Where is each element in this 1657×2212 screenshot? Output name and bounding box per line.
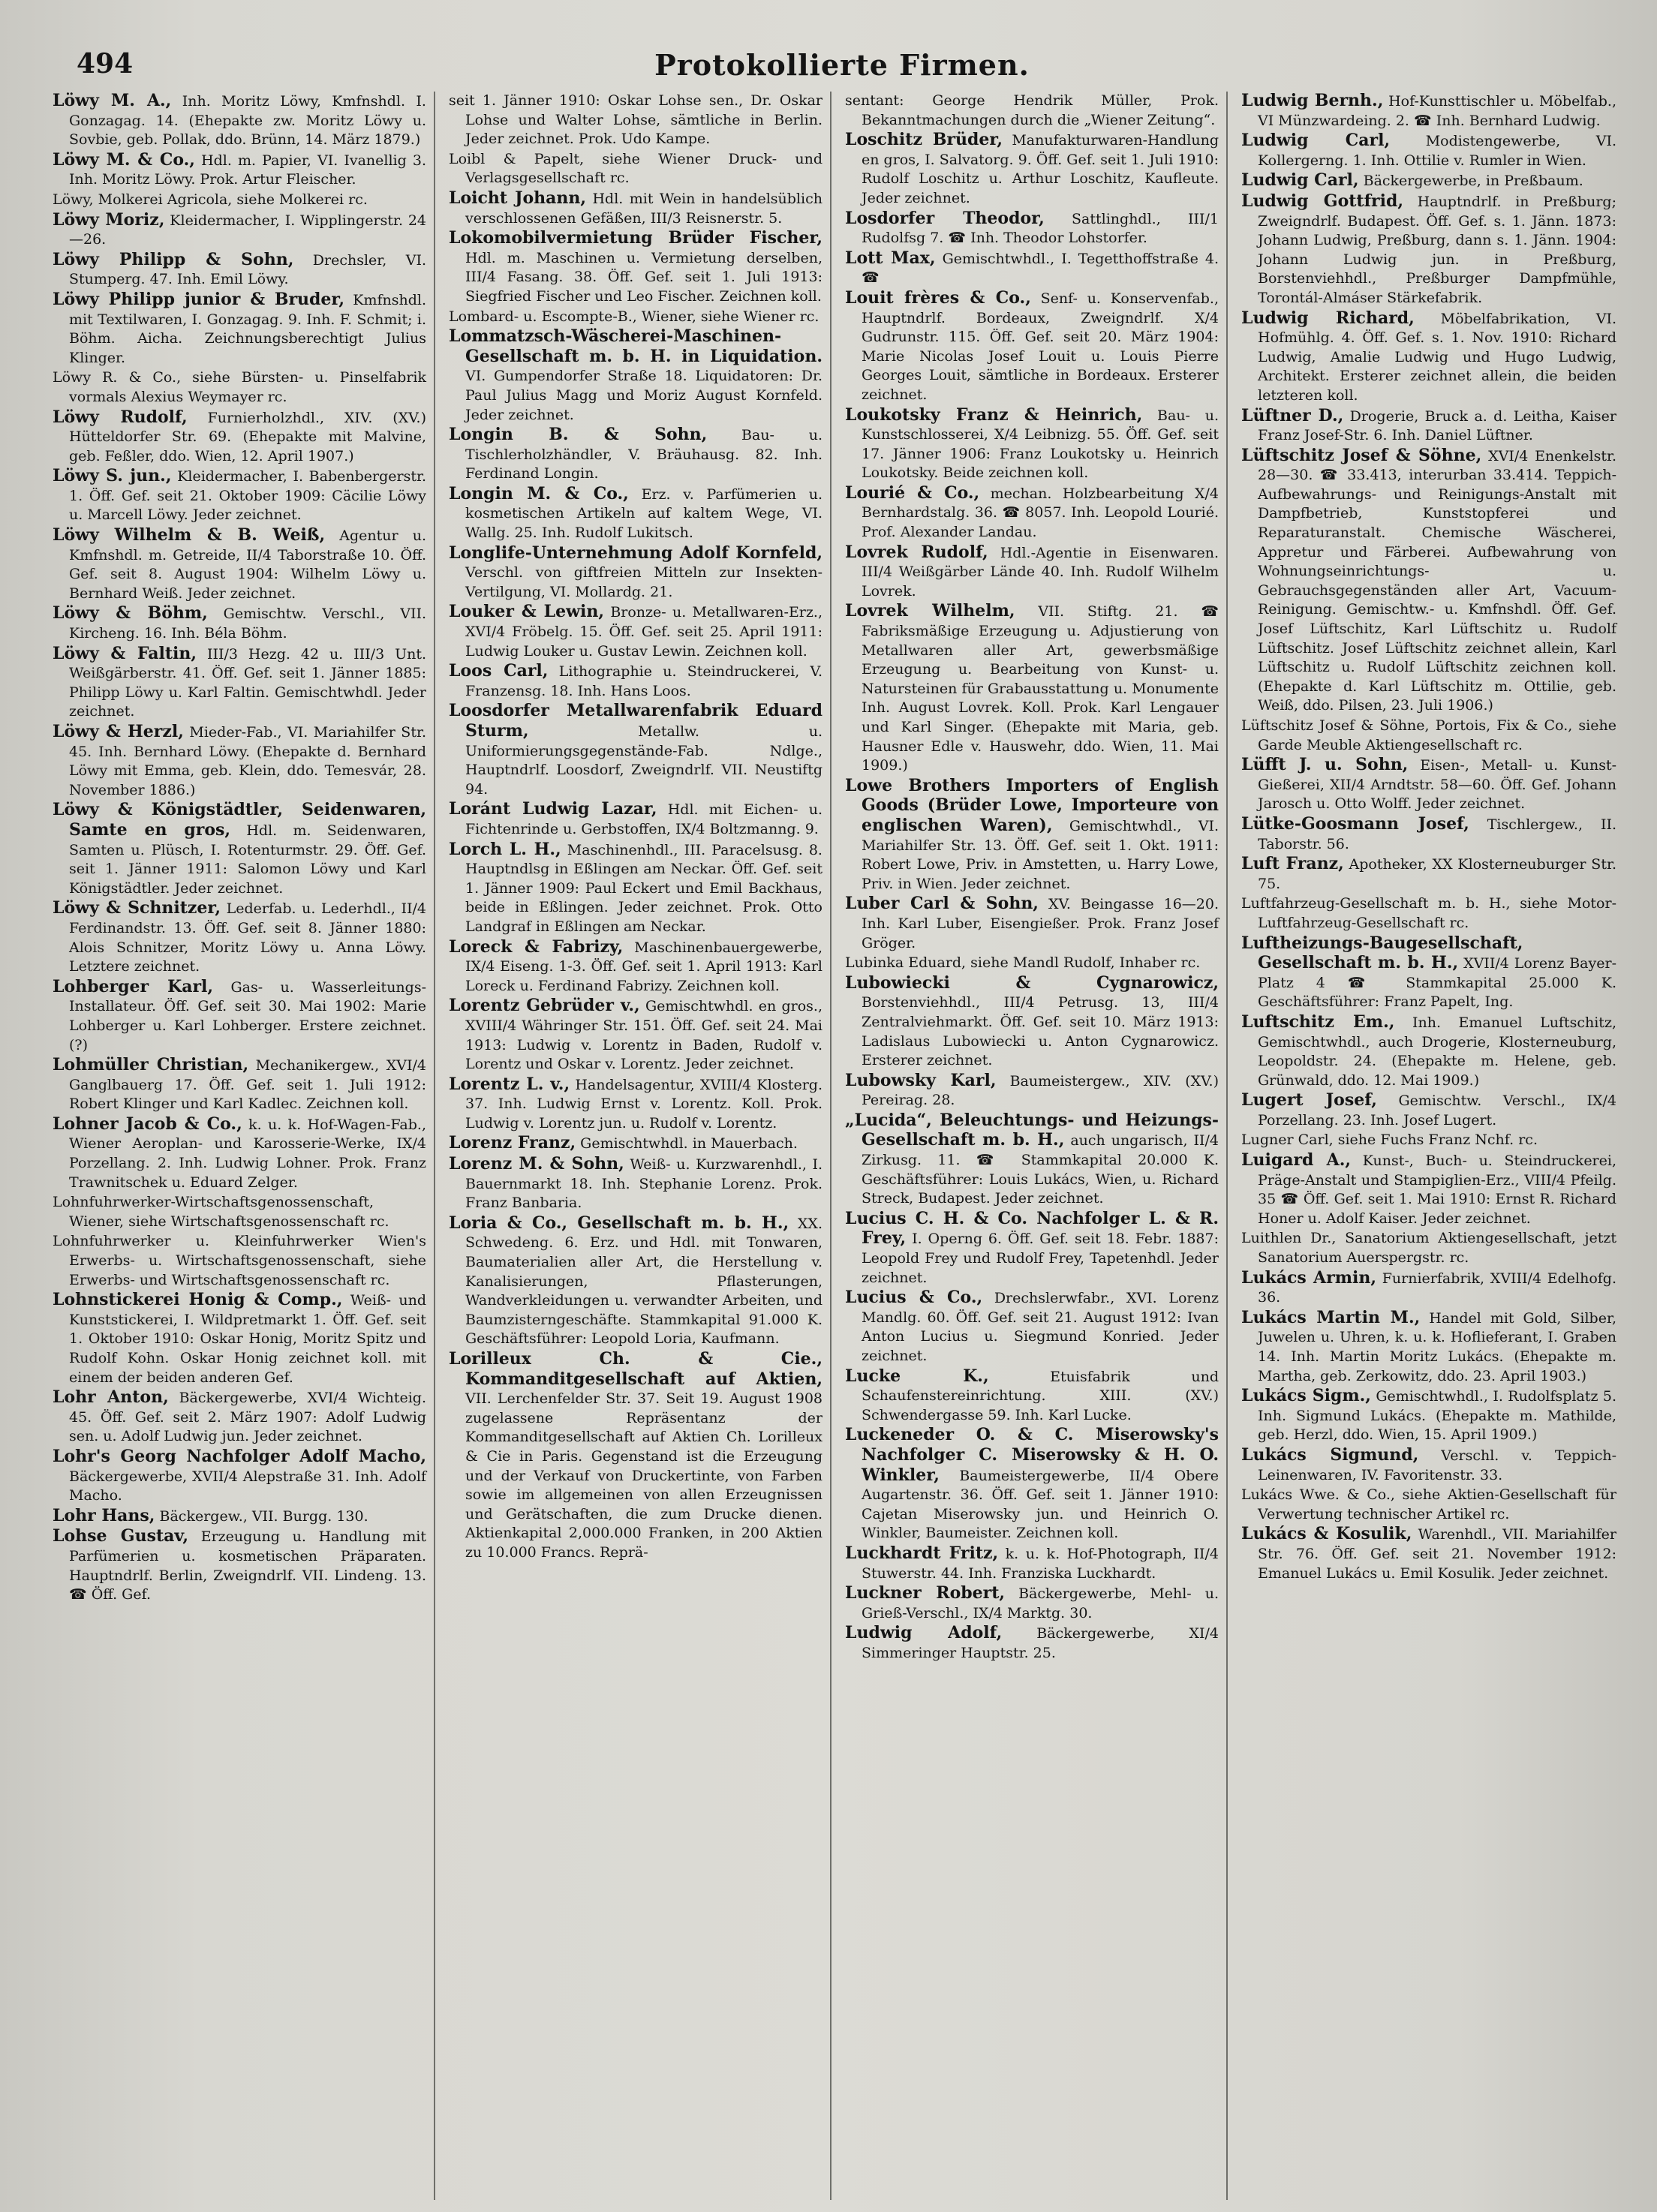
firm-details: Kunst-, Buch- u. Steindruckerei, Präge-Anstalt und Stampiglien-Erz., VIII/4 Pfeilg. 35 ☎ Öff. Gef. seit 1. Mai 1910: Ernst R. Richard Honer u. Adolf Kaiser. Jeder zeichnet. xyxy=(1258,1153,1617,1227)
firm-name: Lohner Jacob & Co., xyxy=(53,1114,242,1134)
firm-name: Lorentz L. v., xyxy=(449,1074,570,1094)
firm-details: k. u. k. Hof-Photograph, II/4 Stuwerstr. 44. Inh. Franziska Luckhardt. xyxy=(862,1545,1219,1582)
firm-entry xyxy=(449,544,822,603)
firm-details: Drogerie, Bruck a. d. Leitha, Kaiser Franz Josef-Str. 6. Inh. Daniel Lüftner. xyxy=(1258,407,1616,444)
columns xyxy=(53,92,1631,2200)
firm-details: Agentur u. Kmfnshdl. m. Getreide, II/4 Taborstraße 10. Öff. Gef. seit 8. August 1904: Wilhelm Löwy u. Bernhard Weiß. Jeder zeichnet. xyxy=(69,527,426,602)
firm-entry xyxy=(1241,446,1616,716)
firm-entry xyxy=(845,289,1219,405)
firm-name: Lokomobilvermietung Brüder Fischer, xyxy=(449,228,822,248)
firm-name: Lorenz Franz, xyxy=(449,1133,576,1153)
firm-name: Ludwig Carl, xyxy=(1241,131,1391,151)
firm-details: VII. Stiftg. 21. ☎ Fabriksmäßige Erzeugung u. Adjustierung von Metallwaren aller Art, gewerbsmäßige Erzeugung u. Bearbeitung von Kunst- u. Natursteinen für Grabausstattung u. Monumente Inh. August Lovrek. Koll. Prok. Karl Lengauer und Karl Singer. (Ehepakte mit Maria, geb. Hausner Edle v. Hauswehr, ddo. Wien, 11. Mai 1909.) xyxy=(862,603,1219,774)
firm-name: Lohr Hans, xyxy=(53,1505,155,1525)
firm-details: Metallw. u. Uniformierungsgegenstände-Fab. Ndlge., Hauptndrlf. Loosdorf, Zweigndrlf. VII. Neustiftg 94. xyxy=(465,723,822,798)
firm-name: Löwy M. & Co., xyxy=(53,149,195,170)
firm-details: Bau- u. Tischlerholzhändler, V. Bräuhausg. 82. Inh. Ferdinand Longin. xyxy=(465,427,822,482)
firm-entry xyxy=(845,249,1219,288)
firm-name: Löwy & Böhm, xyxy=(53,603,208,624)
firm-name: Löwy Moriz, xyxy=(53,209,165,230)
firm-details: Baumeistergewerbe, II/4 Obere Augartenstr. 36. Öff. Gef. seit 1. Jänner 1910: Cajetan Miserowsky jun. und Heinrich O. Winkler, Baumeister. Zeichnen koll. xyxy=(862,1467,1219,1542)
firm-details: Lohnfuhrwerker-Wirtschaftsgenossenschaft, Wiener, siehe Wirtschaftsgenossenschaft rc. xyxy=(53,1194,389,1230)
firm-entry xyxy=(845,1071,1219,1111)
firm-name: Losdorfer Theodor, xyxy=(845,208,1045,228)
firm-entry xyxy=(53,251,426,290)
firm-details: Weiß- und Kunststickerei, I. Wildpretmarkt 1. Öff. Gef. seit 1. Oktober 1910: Oskar Honig, Moritz Spitz und Rudolf Kohn. Oskar Honig zeichnet koll. mit einem der beiden anderen Gef. xyxy=(69,1292,426,1386)
firm-details: Erzeugung u. Handlung mit Parfümerien u. kosmetischen Präparaten. Hauptndrlf. Berlin, Zweigndrlf. VII. Lindeng. 13. ☎ Öff. Gef. xyxy=(69,1528,426,1603)
firm-entry xyxy=(53,801,426,898)
firm-entry xyxy=(1241,934,1616,1012)
firm-details: Bäckergewerbe, XI/4 Simmeringer Hauptstr. 25. xyxy=(862,1625,1219,1661)
firm-entry xyxy=(845,602,1219,775)
firm-name: Ludwig Carl, xyxy=(1241,170,1359,191)
firm-entry xyxy=(53,645,426,722)
firm-entry xyxy=(53,1527,426,1604)
firm-entry xyxy=(53,604,426,643)
firm-entry xyxy=(53,526,426,603)
firm-details: Lohnfuhrwerker u. Kleinfuhrwerker Wien's Erwerbs- u. Wirtschaftsgenossenschaft, siehe Erwerbs- und Wirtschaftsgenossenschaft rc. xyxy=(53,1233,426,1288)
firm-entry xyxy=(1241,171,1616,191)
firm-details: Maschinenhdl., III. Paracelsusg. 8. Hauptndlsg in Eßlingen am Neckar. Öff. Gef. seit 1. Jänner 1909: Paul Eckert und Emil Backhaus, beide in Eßlingen. Jeder zeichnet. Prok. Otto Landgraf in Eßlingen am Neckar. xyxy=(465,841,822,935)
firm-name: Loukotsky Franz & Heinrich, xyxy=(845,404,1143,425)
firm-name: Lugert Josef, xyxy=(1241,1090,1377,1111)
firm-entry xyxy=(449,938,822,996)
firm-name: Löwy Philipp junior & Bruder, xyxy=(53,289,345,309)
firm-entry xyxy=(845,92,1219,130)
firm-details: Handelsagentur, XVIII/4 Klosterg. 37. Inh. Ludwig Ernst v. Lorentz. Koll. Prok. Ludwig v. Lorentz jun. u. Rudolf v. Lorentz. xyxy=(465,1076,823,1132)
firm-details: Hdl. m. Papier, VI. Ivanellig 3. Inh. Moritz Löwy. Prok. Artur Fleischer. xyxy=(69,152,426,188)
firm-details: Etuisfabrik und Schaufenstereinrichtung. XIII. (XV.) Schwendergasse 59. Inh. Karl Lucke. xyxy=(862,1368,1219,1423)
firm-entry xyxy=(1241,894,1616,933)
firm-details: Kleidermacher, I. Babenbergerstr. 1. Öff. Gef. seit 21. Oktober 1909: Cäcilie Löwy u. Marcell Löwy. Jeder zeichnet. xyxy=(69,468,427,524)
firm-name: Ludwig Adolf, xyxy=(845,1623,1003,1643)
firm-name: Luigard A., xyxy=(1241,1150,1352,1171)
firm-details: Baumeistergew., XIV. (XV.) Pereirag. 28. xyxy=(862,1072,1219,1109)
firm-details: Verschl. von giftfreien Mitteln zur Insekten-Vertilgung, VI. Mollardg. 21. xyxy=(465,564,822,600)
firm-name: Loicht Johann, xyxy=(449,188,587,208)
firm-details: Mechanikergew., XVI/4 Ganglbauerg 17. Öff. Gef. seit 1. Juli 1912: Robert Klinger und Karl Kadlec. Zeichnen koll. xyxy=(69,1057,426,1113)
firm-entry xyxy=(845,1210,1219,1288)
firm-name: Loosdorfer Metallwarenfabrik Eduard Sturm, xyxy=(449,701,822,741)
firm-details: Handel mit Gold, Silber, Juwelen u. Uhren, k. u. k. Hoflieferant, I. Graben 14. Inh. Martin Moritz Lukács. (Ehepakte m. Martha, geb. Zerkowitz, ddo. 23. April 1903.) xyxy=(1258,1309,1616,1384)
firm-entry xyxy=(1241,1131,1616,1150)
firm-details: XX. Schwedeng. 6. Erz. und Hdl. mit Tonwaren, Baumaterialien aller Art, die Herstellung v. Kanalisierungen, Pflasterungen, Wandverkleidungen u. verwandter Arbeiten, und Baumzisterngeschäfte. Stammkapital 91.000 K. Geschäftsführer: Leopold Loria, Kaufmann. xyxy=(465,1215,822,1348)
firm-details: Hdl. mit Wein in handelsüblich verschlossenen Gefäßen, III/3 Reisnerstr. 5. xyxy=(465,190,822,227)
firm-entry xyxy=(53,1388,426,1447)
firm-entry xyxy=(1241,855,1616,894)
firm-details: Furnierholzhdl., XIV. (XV.) Hütteldorfer Str. 69. (Ehepakte mit Malvine, geb. Feßler, ddo. Wien, 12. April 1907.) xyxy=(69,409,427,464)
firm-name: Loránt Ludwig Lazar, xyxy=(449,799,657,819)
firm-name: Lüfft J. u. Sohn, xyxy=(1241,755,1409,775)
firm-details: Lithographie u. Steindruckerei, V. Franzensg. 18. Inh. Hans Loos. xyxy=(465,663,822,699)
firm-entry xyxy=(845,777,1219,894)
firm-entry xyxy=(845,1544,1219,1583)
firm-name: Ludwig Richard, xyxy=(1241,308,1415,328)
firm-entry xyxy=(449,800,822,839)
firm-details: Lugner Carl, siehe Fuchs Franz Nchf. rc. xyxy=(1241,1132,1538,1149)
firm-details: Gemischtw. Verschl., IX/4 Porzellang. 23. Inh. Josef Lugert. xyxy=(1258,1092,1616,1129)
firm-entry xyxy=(845,954,1219,973)
firm-name: Ludwig Bernh., xyxy=(1241,92,1384,110)
firm-entry xyxy=(53,151,426,190)
firm-entry xyxy=(53,1507,426,1527)
firm-entry xyxy=(53,1056,426,1114)
firm-details: auch ungarisch, II/4 Zirkusg. 11. ☎ Stammkapital 20.000 K. Geschäftsführer: Louis Lukács, Wien, u. Richard Streck, Budapest. Jeder zeichnet. xyxy=(862,1132,1219,1207)
firm-details: Luftfahrzeug-Gesellschaft m. b. H., siehe Motor-Luftfahrzeug-Gesellschaft rc. xyxy=(1241,895,1616,931)
firm-details: Gemischtwhdl. en gros., XVIII/4 Währinger Str. 151. Öff. Gef. seit 24. Mai 1913: Ludwig v. Lorentz in Baden, Rudolf v. Lorentz und Oskar v. Lorentz. Jeder zeichnet. xyxy=(465,998,823,1073)
firm-details: Bäckergewerbe, Mehl- u. Grieß-Verschl., IX/4 Marktg. 30. xyxy=(862,1585,1219,1621)
firm-name: Lorentz Gebrüder v., xyxy=(449,996,640,1016)
firm-name: Lohse Gustav, xyxy=(53,1526,189,1546)
firm-details: Warenhdl., VII. Mariahilfer Str. 76. Öff. Gef. seit 21. November 1912: Emanuel Lukács u. Emil Kosulik. Jeder zeichnet. xyxy=(1258,1526,1617,1582)
firm-entry xyxy=(1241,92,1616,131)
firm-entry xyxy=(1241,309,1616,406)
firm-name: Louit frères & Co., xyxy=(845,287,1031,308)
firm-entry xyxy=(845,894,1219,953)
firm-details: Bäckergewerbe, in Preßbaum. xyxy=(1363,173,1583,190)
firm-entry xyxy=(53,1193,426,1231)
firm-details: Hdl. m. Maschinen u. Vermietung derselben, III/4 Fasang. 38. Öff. Gef. seit 1. Juli 1913: Siegfried Fischer und Leo Fischer. Zeichnen koll. xyxy=(465,249,822,305)
firm-name: Lukács Sigm., xyxy=(1241,1386,1371,1406)
firm-name: Lorenz M. & Sohn, xyxy=(449,1154,624,1174)
firm-details: Lederfab. u. Lederhdl., II/4 Ferdinandstr. 13. Öff. Gef. seit 8. Jänner 1880: Alois Schnitzer, Moritz Löwy u. Anna Löwy. Letztere zeichnet. xyxy=(69,900,426,975)
firm-name: Lohmüller Christian, xyxy=(53,1055,249,1075)
firm-details: VI. Gumpendorfer Straße 18. Liquidatoren: Dr. Paul Julius Magg und Moriz August Kornfeld. Jeder zeichnet. xyxy=(465,368,822,423)
firm-details: Bronze- u. Metallwaren-Erz., XVI/4 Fröbelg. 15. Öff. Gef. seit 25. April 1911: Ludwig Louker u. Gustav Lewin. Zeichnen koll. xyxy=(465,604,822,660)
firm-entry xyxy=(1241,407,1616,446)
firm-details: Erz. v. Parfümerien u. kosmetischen Artikeln auf kaltem Wege, VI. Wallg. 25. Inh. Rudolf Lukitsch. xyxy=(465,485,822,542)
firm-entry xyxy=(53,368,426,407)
firm-entry xyxy=(449,308,822,327)
page-header xyxy=(53,44,1631,92)
firm-name: Longin B. & Sohn, xyxy=(449,425,708,445)
firm-name: Lourié & Co., xyxy=(845,482,980,503)
firm-details: XVII/4 Lorenz Bayer-Platz 4 ☎ Stammkapital 25.000 K. Geschäftsführer: Franz Papelt, Ing. xyxy=(1258,955,1616,1011)
firm-entry xyxy=(845,131,1219,208)
firm-entry xyxy=(449,425,822,484)
firm-name: Lohr Anton, xyxy=(53,1387,169,1408)
firm-name: Lucke K., xyxy=(845,1366,989,1386)
firm-details: Hof-Kunsttischler u. Möbelfab., VI Münzwardeing. 2. ☎ Inh. Bernhard Ludwig. xyxy=(1258,93,1616,129)
firm-name: Lovrek Rudolf, xyxy=(845,542,988,562)
firm-entry xyxy=(53,467,426,525)
firm-entry xyxy=(1241,1151,1616,1228)
firm-name: Lott Max, xyxy=(845,248,936,268)
firm-entry xyxy=(53,1447,426,1506)
firm-entry xyxy=(845,1367,1219,1426)
firm-details: Löwy R. & Co., siehe Bürsten- u. Pinselfabrik vormals Alexius Weymayer rc. xyxy=(53,369,426,405)
firm-details: Bäckergewerbe, XVII/4 Alepstraße 31. Inh. Adolf Macho. xyxy=(69,1468,426,1504)
firm-entry xyxy=(449,229,822,306)
firm-name: Lohberger Karl, xyxy=(53,976,214,996)
firm-name: „Lucida“, Beleuchtungs- und Heizungs-Gesellschaft m. b. H., xyxy=(845,1110,1219,1150)
firm-details: seit 1. Jänner 1910: Oskar Lohse sen., Dr. Oskar Lohse und Walter Lohse, sämtliche in Berlin. Jeder zeichnet. Prok. Udo Kampe. xyxy=(449,92,822,148)
firm-details: Lüftschitz Josef & Söhne, Portois, Fix & Co., siehe Garde Meuble Aktiengesellschaft rc. xyxy=(1241,717,1616,753)
firm-name: Lukács Martin M., xyxy=(1241,1307,1421,1327)
firm-details: Kmfnshdl. mit Textilwaren, I. Gonzagag. 9. Inh. F. Schmit; i. Böhm. Aicha. Zeichnungsberechtigt Julius Klinger. xyxy=(69,291,426,366)
firm-name: Löwy M. A., xyxy=(53,92,172,110)
firm-details: XVI/4 Enenkelstr. 28—30. ☎ 33.413, interurban 33.414. Teppich-Aufbewahrungs- und Reinigungs-Anstalt mit Dampfbetrieb, Kunststopferei und Reparaturanstalt. Chemische Wäscherei, Appretur und Färberei. Aufbewahrung von Wohnungseinrichtungs- u. Gebrauchsgegenständen aller Art, Vacuum-Reinigung. Gemischtw.- u. Kmfnshdl. Öff. Gef. Josef Lüftschitz, Karl Lüftschitz u. Rudolf Lüftschitz. Josef Lüftschitz zeichnet allein, Karl Lüftschitz u. Rudolf Lüftschitz zeichnen koll. (Ehepakte d. Karl Lüftschitz m. Ottilie, geb. Weiß, ddo. Pilsen, 23. Juli 1906.) xyxy=(1258,447,1617,714)
firm-entry xyxy=(1241,1013,1616,1090)
firm-details: Bäckergew., VII. Burgg. 130. xyxy=(159,1507,368,1525)
firm-entry xyxy=(449,92,822,149)
firm-details: Maschinenbauergewerbe, IX/4 Eiseng. 1-3. Öff. Gef. seit 1. April 1913: Karl Loreck u. Ferdinand Fabrizy. Zeichnen koll. xyxy=(465,939,822,994)
firm-entry xyxy=(1241,1309,1616,1386)
firm-details: sentant: George Hendrik Müller, Prok. Bekanntmachungen durch die „Wiener Zeitung“. xyxy=(845,92,1219,128)
firm-entry xyxy=(449,327,822,425)
firm-entry xyxy=(449,1134,822,1154)
firm-entry xyxy=(449,1350,822,1563)
firm-entry xyxy=(845,1426,1219,1543)
firm-details: VII. Lerchenfelder Str. 37. Seit 19. August 1908 zugelassene Repräsentanz der Kommanditgesellschaft auf Aktien Ch. Lorilleux & Cie in Paris. Gegenstand ist die Erzeugung und der Verkauf von Druckertinte, von Farben sowie im allgemeinen von allen Erzeugnissen und Gerätschaften, die zum Drucke dienen. Aktienkapital 2,000.000 Franken, in 200 Aktien zu 10.000 Francs. Reprä- xyxy=(465,1390,822,1561)
firm-name: Löwy & Königstädtler, Seidenwaren, Samte en gros, xyxy=(53,800,426,840)
firm-details: k. u. k. Hof-Wagen-Fab., Wiener Aeroplan- und Karosserie-Werke, IX/4 Porzellang. 2. Inh. Ludwig Lohner. Prok. Franz Trawnitschek u. Eduard Zelger. xyxy=(69,1116,427,1191)
firm-entry xyxy=(1241,192,1616,308)
firm-name: Lubowiecki & Cygnarowicz, xyxy=(845,972,1219,993)
firm-details: Bäckergewerbe, XVI/4 Wichteig. 45. Öff. Gef. seit 2. März 1907: Adolf Ludwig sen. u. Adolf Ludwig jun. Jeder zeichnet. xyxy=(69,1390,426,1445)
firm-name: Lovrek Wilhelm, xyxy=(845,601,1015,621)
firm-name: Löwy Philipp & Sohn, xyxy=(53,249,294,269)
firm-details: I. Operng 6. Öff. Gef. seit 18. Febr. 1887: Leopold Frey und Rudolf Frey, Tapetenhdl. Jeder zeichnet. xyxy=(862,1231,1219,1286)
firm-entry xyxy=(449,189,822,228)
firm-details: Löwy, Molkerei Agricola, siehe Molkerei rc. xyxy=(53,191,368,208)
firm-entry xyxy=(449,150,822,188)
firm-name: Longin M. & Co., xyxy=(449,483,629,503)
firm-details: Gemischtwhdl., I. Tegetthoffstraße 4. ☎ xyxy=(862,250,1219,287)
firm-entry xyxy=(53,290,426,368)
firm-entry xyxy=(1241,1446,1616,1485)
firm-details: Drechsler, VI. Stumperg. 47. Inh. Emil Löwy. xyxy=(69,251,426,288)
firm-entry xyxy=(845,543,1219,602)
firm-entry xyxy=(53,408,426,467)
firm-entry xyxy=(449,840,822,937)
firm-details: Gas- u. Wasserleitungs-Installateur. Öff. Gef. seit 30. Mai 1902: Marie Lohberger u. Karl Lohberger. Erstere zeichnet. (?) xyxy=(69,978,426,1053)
firm-entry xyxy=(449,485,822,543)
firm-entry xyxy=(449,996,822,1074)
firm-details: Bau- u. Kunstschlosserei, X/4 Leibnizg. 55. Öff. Gef. seit 17. Jänner 1906: Franz Loukotsky u. Heinrich Loukotsky. Beide zeichnen koll. xyxy=(862,407,1219,482)
firm-details: Luithlen Dr., Sanatorium Aktiengesellschaft, jetzt Sanatorium Auerspergstr. rc. xyxy=(1241,1230,1616,1267)
firm-name: Lüftner D., xyxy=(1241,405,1344,425)
firm-details: Inh. Emanuel Luftschitz, Gemischtwhdl., auch Drogerie, Klosterneuburg, Leopoldstr. 24. (Ehepakte m. Helene, geb. Grünwald, ddo. 12. Mai 1909.) xyxy=(1258,1014,1616,1089)
firm-entry xyxy=(53,723,426,800)
column-1 xyxy=(53,92,435,2200)
firm-entry xyxy=(845,974,1219,1071)
firm-details: Hdl.-Agentie in Eisenwaren. III/4 Weißgärber Lände 40. Inh. Rudolf Wilhelm Lovrek. xyxy=(862,544,1219,600)
firm-details: Weiß- u. Kurzwarenhdl., I. Bauernmarkt 18. Inh. Stephanie Lorenz. Prok. Franz Banbaria. xyxy=(465,1156,822,1212)
firm-name: Luckhardt Fritz, xyxy=(845,1543,999,1563)
firm-entry xyxy=(1241,1229,1616,1267)
firm-name: Loria & Co., Gesellschaft m. b. H., xyxy=(449,1213,789,1233)
firm-name: Luftheizungs-Baugesellschaft, Gesellschaft m. b. H., xyxy=(1241,933,1523,973)
firm-name: Lubowsky Karl, xyxy=(845,1070,997,1090)
firm-entry xyxy=(1241,1091,1616,1130)
firm-entry xyxy=(53,92,426,150)
firm-details: Verschl. v. Teppich-Leinenwaren, IV. Favoritenstr. 33. xyxy=(1258,1447,1616,1483)
firm-name: Löwy S. jun., xyxy=(53,466,172,486)
firm-entry xyxy=(845,1624,1219,1663)
firm-details: Furnierfabrik, XVIII/4 Edelhofg. 36. xyxy=(1258,1270,1616,1306)
firm-entry xyxy=(53,1232,426,1290)
firm-details: Manufakturwaren-Handlung en gros, I. Salvatorg. 9. Öff. Gef. seit 1. Juli 1910: Rudolf Loschitz u. Arthur Loschitz, Kaufleute. Jeder zeichnet. xyxy=(862,132,1219,206)
firm-entry xyxy=(53,211,426,250)
firm-name: Löwy & Schnitzer, xyxy=(53,898,221,918)
firm-details: Eisen-, Metall- u. Kunst-Gießerei, XII/4 Arndtstr. 58—60. Öff. Gef. Johann Jarosch u. Otto Wolff. Jeder zeichnet. xyxy=(1258,757,1616,813)
firm-entry xyxy=(449,603,822,661)
firm-entry xyxy=(1241,131,1616,170)
firm-details: Gemischtwhdl. in Mauerbach. xyxy=(580,1135,798,1153)
firm-entry xyxy=(845,209,1219,248)
firm-name: Löwy Rudolf, xyxy=(53,407,188,427)
firm-entry xyxy=(1241,1525,1616,1583)
firm-name: Luckner Robert, xyxy=(845,1583,1006,1603)
firm-name: Lorch L. H., xyxy=(449,839,561,859)
firm-name: Loschitz Brüder, xyxy=(845,130,1003,150)
firm-entry xyxy=(449,1214,822,1349)
firm-name: Ludwig Gottfrid, xyxy=(1241,191,1404,211)
firm-name: Lütke-Goosmann Josef, xyxy=(1241,813,1469,834)
firm-name: Lukács Armin, xyxy=(1241,1267,1377,1288)
firm-details: mechan. Holzbearbeitung X/4 Bernhardstalg. 36. ☎ 8057. Inh. Leopold Lourié. Prof. Alexander Landau. xyxy=(862,485,1219,541)
firm-details: Kleidermacher, I. Wipplingerstr. 24—26. xyxy=(69,212,426,248)
firm-details: Apotheker, XX Klosterneuburger Str. 75. xyxy=(1258,856,1616,892)
firm-name: Lorilleux Ch. & Cie., Kommanditgesellschaft auf Aktien, xyxy=(449,1349,822,1389)
column-3 xyxy=(845,92,1228,2200)
firm-entry xyxy=(53,1115,426,1192)
firm-name: Luber Carl & Sohn, xyxy=(845,894,1039,914)
firm-name: Lukács Sigmund, xyxy=(1241,1444,1419,1465)
firm-entry xyxy=(1241,815,1616,854)
firm-details: Hauptndrlf. in Preßburg; Zweigndrlf. Budapest. Öff. Gef. s. 1. Jänn. 1873: Johann Ludwig, Preßburg, dann s. 1. Jänn. 1904: Johann Ludwig jun. in Preßburg, Borstenviehhdl., Preßburger Dampfmühle, Torontál-Almáser Stärkefabrik. xyxy=(1258,193,1616,306)
firm-name: Longlife-Unternehmung Adolf Kornfeld, xyxy=(449,542,822,563)
firm-name: Lohr's Georg Nachfolger Adolf Macho, xyxy=(53,1446,426,1466)
firm-details: Tischlergew., II. Taborstr. 56. xyxy=(1258,816,1616,852)
firm-name: Lucius & Co., xyxy=(845,1288,983,1308)
firm-entry xyxy=(449,1075,822,1134)
firm-details: Inh. Moritz Löwy, Kmfnshdl. I. Gonzagag. 14. (Ehepakte zw. Moritz Löwy u. Sovbie, geb. Pollak, ddo. Brünn, 14. März 1879.) xyxy=(69,93,426,149)
firm-details: Gemischtw. Verschl., VII. Kircheng. 16. Inh. Béla Böhm. xyxy=(69,606,426,642)
firm-details: Loibl & Papelt, siehe Wiener Druck- und Verlagsgesellschaft rc. xyxy=(449,150,822,187)
firm-name: Louker & Lewin, xyxy=(449,602,605,622)
firm-name: Lüftschitz Josef & Söhne, xyxy=(1241,445,1482,465)
firm-details: III/3 Hezg. 42 u. III/3 Unt. Weißgärberstr. 41. Öff. Gef. seit 1. Jänner 1885: Philipp Löwy u. Karl Faltin. Gemischtwhdl. Jeder zeichnet. xyxy=(69,645,427,720)
firm-name: Loreck & Fabrizy, xyxy=(449,936,624,957)
firm-details: Lubinka Eduard, siehe Mandl Rudolf, Inhaber rc. xyxy=(845,954,1201,972)
firm-name: Lohnstickerei Honig & Comp., xyxy=(53,1290,343,1310)
firm-entry xyxy=(449,1155,822,1213)
firm-details: Hdl. mit Eichen- u. Fichtenrinde u. Gerbstoffen, IX/4 Boltzmanng. 9. xyxy=(465,801,822,837)
firm-details: Gemischtwhdl., VI. Mariahilfer Str. 13. Öff. Gef. seit 1. Okt. 1911: Robert Lowe, Priv. in Amstetten, u. Harry Lowe, Priv. in Wien. Jeder zeichnet. xyxy=(862,817,1219,892)
column-4 xyxy=(1241,92,1624,2200)
firm-name: Luft Franz, xyxy=(1241,854,1344,874)
firm-name: Löwy & Herzl, xyxy=(53,722,184,741)
firm-entry xyxy=(449,702,822,799)
firm-name: Löwy Wilhelm & B. Weiß, xyxy=(53,525,326,545)
firm-details: Senf- u. Konservenfab., Hauptndrlf. Bordeaux, Zweigndrlf. X/4 Gudrunstr. 115. Öff. Gef. seit 20. März 1904: Marie Nicolas Josef Louit u. Louis Pierre Georges Louit, sämtliche in Bordeaux. Ersterer zeichnet. xyxy=(862,290,1219,403)
firm-name: Lukács & Kosulik, xyxy=(1241,1524,1412,1544)
firm-name: Luckeneder O. & C. Miserowsky's Nachfolger C. Miserowsky & H. O. Winkler, xyxy=(845,1425,1219,1485)
firm-entry xyxy=(53,899,426,976)
firm-entry xyxy=(1241,1269,1616,1308)
firm-details: Mieder-Fab., VI. Mariahilfer Str. 45. Inh. Bernhard Löwy. (Ehepakte d. Bernhard Löwy mit Emma, geb. Klein, ddo. Temesvár, 28. November 1886.) xyxy=(69,724,426,798)
firm-name: Lowe Brothers Importers of English Goods (Brüder Lowe, Importeure von englischen Waren), xyxy=(845,775,1219,835)
firm-entry xyxy=(845,484,1219,542)
firm-entry xyxy=(845,406,1219,483)
firm-name: Löwy & Faltin, xyxy=(53,643,197,663)
firm-entry xyxy=(1241,756,1616,814)
firm-entry xyxy=(53,191,426,210)
firm-details: Lombard- u. Escompte-B., Wiener, siehe Wiener rc. xyxy=(449,308,819,325)
firm-details: Drechslerwfabr., XVI. Lorenz Mandlg. 60. Öff. Gef. seit 21. August 1912: Ivan Anton Lucius u. Siegmund Konried. Jeder zeichnet. xyxy=(862,1290,1219,1364)
firm-details: Borstenviehhdl., III/4 Petrusg. 13, III/4 Zentralviehmarkt. Öff. Gef. seit 10. März 1913: Ladislaus Lubowiecki u. Anton Cygnarowicz. Ersterer zeichnet. xyxy=(862,994,1219,1069)
column-2 xyxy=(449,92,832,2200)
firm-details: Hdl. m. Seidenwaren, Samten u. Plüsch, I. Rotenturmstr. 29. Öff. Gef. seit 1. Jänner 1911: Salomon Löwy und Karl Königstädtler. Jeder zeichnet. xyxy=(69,822,426,897)
firm-entry xyxy=(449,662,822,701)
firm-entry xyxy=(53,978,426,1055)
firm-name: Lucius C. H. & Co. Nachfolger L. & R. Frey, xyxy=(845,1208,1219,1249)
firm-details: Möbelfabrikation, VI. Hofmühlg. 4. Öff. Gef. s. 1. Nov. 1910: Richard Ludwig, Amalie Ludwig und Hugo Ludwig, Architekt. Ersterer zeichnet allein, die beiden letzteren koll. xyxy=(1258,310,1616,404)
firm-entry xyxy=(1241,717,1616,755)
firm-details: Sattlinghdl., III/1 Rudolfsg 7. ☎ Inh. Theodor Lohstorfer. xyxy=(862,210,1219,247)
firm-name: Loos Carl, xyxy=(449,661,549,681)
running-title: Protokollierte Firmen. xyxy=(654,48,1030,82)
page-number: 494 xyxy=(77,48,134,80)
firm-details: Gemischtwhdl., I. Rudolfsplatz 5. Inh. Sigmund Lukács. (Ehepakte m. Mathilde, geb. Herzl, ddo. Wien, 15. April 1909.) xyxy=(1258,1388,1616,1444)
firm-entry xyxy=(845,1288,1219,1366)
firm-entry xyxy=(845,1111,1219,1209)
firm-entry xyxy=(53,1291,426,1387)
firm-details: Modistengewerbe, VI. Kollergerng. 1. Inh. Ottilie v. Rumler in Wien. xyxy=(1258,133,1616,169)
firm-entry xyxy=(1241,1387,1616,1445)
firm-details: Lukács Wwe. & Co., siehe Aktien-Gesellschaft für Verwertung technischer Artikel rc. xyxy=(1241,1486,1616,1522)
firm-name: Luftschitz Em., xyxy=(1241,1011,1395,1032)
firm-entry xyxy=(845,1584,1219,1623)
firm-name: Lommatzsch-Wäscherei-Maschinen-Gesellschaft m. b. H. in Liquidation. xyxy=(449,326,822,366)
firm-entry xyxy=(1241,1486,1616,1524)
firm-details: XV. Beingasse 16—20. Inh. Karl Luber, Eisengießer. Prok. Franz Josef Gröger. xyxy=(862,896,1219,951)
